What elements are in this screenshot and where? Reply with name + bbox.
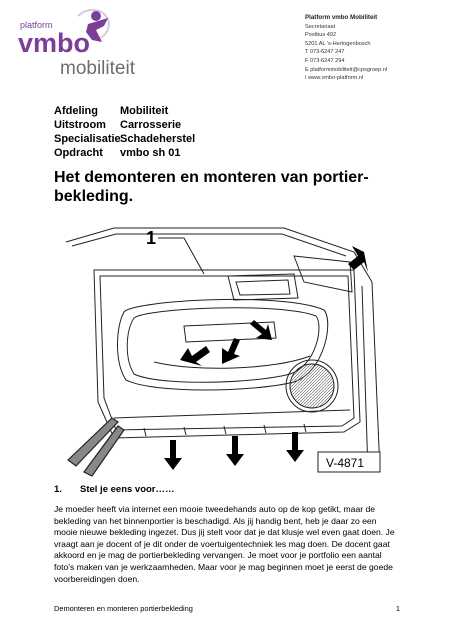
section-title: Stel je eens voor…… xyxy=(80,484,175,495)
contact-line: Secretariaat xyxy=(305,23,336,30)
meta-label: Opdracht xyxy=(54,147,103,159)
figure-code: V-4871 xyxy=(326,456,365,470)
contact-line: F 073-6247 294 xyxy=(305,57,345,64)
logo-main-word: vmbo xyxy=(18,28,91,58)
meta-row xyxy=(54,132,195,146)
arrow-icon xyxy=(180,346,210,366)
arrow-icon xyxy=(222,338,240,364)
contact-line: T 073-6247 247 xyxy=(305,49,345,56)
contact-line: E platformmobiliteit@cpsgroep.nl xyxy=(305,66,388,73)
arrow-icon xyxy=(164,440,182,470)
platform-vmbo-logo xyxy=(16,6,166,80)
meta-label: Uitstroom xyxy=(54,119,106,131)
section-heading xyxy=(54,484,175,495)
logo-top-word: platform xyxy=(20,20,53,30)
logo-figure-head xyxy=(91,11,101,21)
page-title: Het demonteren en monteren van portier-bekleding. xyxy=(54,169,369,205)
door-panel-figure xyxy=(54,222,384,480)
page-number: 1 xyxy=(395,604,400,613)
logo-sub-word: mobiliteit xyxy=(60,58,135,79)
door-panel-drawing xyxy=(54,222,384,480)
contact-block xyxy=(305,14,387,83)
speaker-grille xyxy=(290,364,334,408)
page-footer xyxy=(54,604,400,613)
assignment-meta xyxy=(54,104,195,160)
logo-graphic xyxy=(16,6,166,80)
arrow-group xyxy=(164,246,368,470)
callout-number: 1 xyxy=(146,228,157,248)
meta-row xyxy=(54,118,195,132)
meta-label: Specialisatie xyxy=(54,133,121,145)
contact-line: 5201 AL 's-Hertogenbosch xyxy=(305,40,371,47)
contact-org: Platform vmbo Mobiliteit xyxy=(305,14,378,21)
arrow-icon xyxy=(226,436,244,466)
arrow-icon xyxy=(348,246,368,272)
arrow-icon xyxy=(286,432,304,462)
footer-title: Demonteren en monteren portierbekleding xyxy=(54,604,193,613)
section-number: 1. xyxy=(54,484,62,495)
meta-value: Schadeherstel xyxy=(120,133,196,145)
meta-value: vmbo sh 01 xyxy=(120,147,181,159)
intro-paragraph: Je moeder heeft via internet een mooie tweedehands auto op de kop getikt, maar de bekleding van het binnenportier is beschadigd. Als jij handig bent, heb je daar zo een mooie nieuwe bekleding ingezet. Dus jij stelt voor dat je dat klusje wel even gaat doen. Je vraagt aan je docent of je dit onder de voertuigentechniek les mag doen. De docent gaat akkoord en je mag de portierbekleding vervangen. Je moet voor je portfolio een aantal foto's maken van je werkzaamheden. Maar voor je mag beginnen moet je eerst de goede voorbereidingen doen. xyxy=(54,504,395,584)
meta-row xyxy=(54,104,195,118)
meta-value: Carrosserie xyxy=(120,119,182,131)
meta-row xyxy=(54,146,195,160)
contact-line: I www.vmbo-platform.nl xyxy=(305,75,364,82)
meta-value: Mobiliteit xyxy=(120,105,169,117)
window-frame xyxy=(66,228,372,282)
contact-line: Postbus 492 xyxy=(305,32,337,39)
meta-label: Afdeling xyxy=(54,105,98,117)
